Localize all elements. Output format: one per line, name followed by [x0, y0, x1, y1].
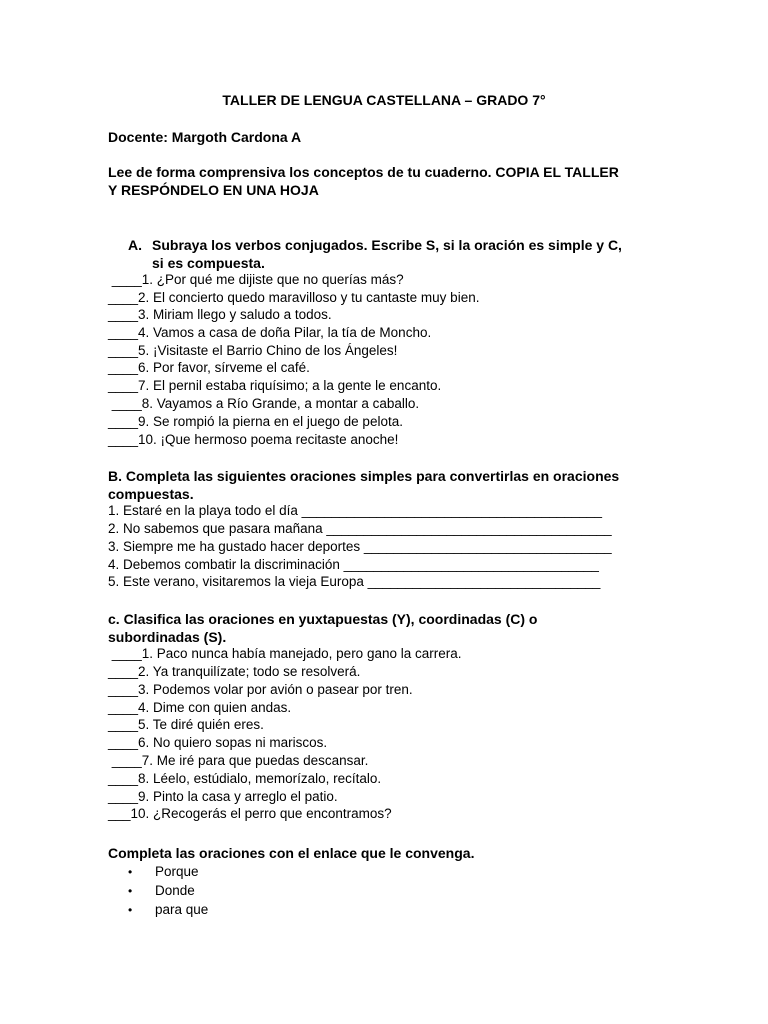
- section-b-item: 1. Estaré en la playa todo el día ________________________________________: [108, 503, 602, 518]
- section-c-item: ____2. Ya tranquilízate; todo se resolverá.: [108, 664, 361, 679]
- section-b-item: 3. Siempre me ha gustado hacer deportes _________________________________: [108, 539, 612, 554]
- section-c-item: ____1. Paco nunca había manejado, pero gano la carrera.: [108, 646, 462, 661]
- section-a-item: ____8. Vayamos a Río Grande, a montar a caballo.: [108, 396, 420, 411]
- section-c-item: ____3. Podemos volar por avión o pasear por tren.: [108, 682, 413, 697]
- section-a-heading: [128, 236, 668, 272]
- section-c-item: ____8. Léelo, estúdialo, memorízalo, recítalo.: [108, 771, 382, 786]
- section-a-item: ____5. ¡Visitaste el Barrio Chino de los Ángeles!: [108, 343, 398, 358]
- section-c-item: ____4. Dime con quien andas.: [108, 700, 292, 715]
- section-c-item: ____6. No quiero sopas ni mariscos.: [108, 735, 328, 750]
- section-c-heading-line-1: c. Clasifica las oraciones en yuxtapuestas (Y), coordinadas (C) o: [108, 611, 538, 627]
- section-c-heading-line-2: subordinadas (S).: [108, 629, 227, 645]
- teacher-name: Docente: Margoth Cardona A: [108, 129, 302, 145]
- section-b-heading-line-1: B. Completa las siguientes oraciones simples para convertirlas en oraciones: [108, 468, 620, 484]
- section-a-item: ____2. El concierto quedo maravilloso y tu cantaste muy bien.: [108, 290, 480, 305]
- section-b-item: 5. Este verano, visitaremos la vieja Europa _______________________________: [108, 574, 601, 589]
- section-a-item: ____10. ¡Que hermoso poema recitaste anoche!: [108, 432, 399, 447]
- instructions-line-2: Y RESPÓNDELO EN UNA HOJA: [108, 182, 319, 198]
- connector-option: Porque: [155, 864, 199, 879]
- section-a-item: ____3. Miriam llego y saludo a todos.: [108, 307, 332, 322]
- section-a-item: ____6. Por favor, sírveme el café.: [108, 360, 310, 375]
- section-b-item: 2. No sabemos que pasara mañana ______________________________________: [108, 521, 612, 536]
- connector-option: Donde: [155, 883, 195, 898]
- section-b-heading-line-2: compuestas.: [108, 486, 194, 502]
- section-b-item: 4. Debemos combatir la discriminación __________________________________: [108, 557, 599, 572]
- list-item: [128, 862, 208, 881]
- section-a-heading-line-2: si es compuesta.: [152, 255, 265, 271]
- connector-option: para que: [155, 902, 209, 917]
- bullet-icon: •: [128, 865, 133, 879]
- section-a-heading-line-1: Subraya los verbos conjugados. Escribe S, si la oración es simple y C,: [152, 237, 622, 253]
- page-title: TALLER DE LENGUA CASTELLANA – GRADO 7°: [222, 92, 546, 108]
- bullet-icon: •: [128, 884, 133, 898]
- section-d-heading: Completa las oraciones con el enlace que le convenga.: [108, 845, 475, 861]
- bullet-icon: •: [128, 903, 133, 917]
- section-c-item: ___10. ¿Recogerás el perro que encontramos?: [108, 806, 392, 821]
- section-c-item: ____9. Pinto la casa y arreglo el patio.: [108, 789, 338, 804]
- list-item: [128, 900, 208, 919]
- section-c-item: ____5. Te diré quién eres.: [108, 717, 264, 732]
- section-a-item: ____9. Se rompió la pierna en el juego de pelota.: [108, 414, 403, 429]
- section-c-item: ____7. Me iré para que puedas descansar.: [108, 753, 369, 768]
- instructions-line-1: Lee de forma comprensiva los conceptos de tu cuaderno. COPIA EL TALLER: [108, 164, 619, 180]
- section-a-item: ____1. ¿Por qué me dijiste que no querías más?: [108, 272, 404, 287]
- section-a-item: ____7. El pernil estaba riquísimo; a la gente le encanto.: [108, 378, 442, 393]
- list-item: [128, 881, 208, 900]
- section-a-item: ____4. Vamos a casa de doña Pilar, la tía de Moncho.: [108, 325, 432, 340]
- section-a-marker: A.: [128, 237, 142, 253]
- connector-options-list: [128, 862, 208, 919]
